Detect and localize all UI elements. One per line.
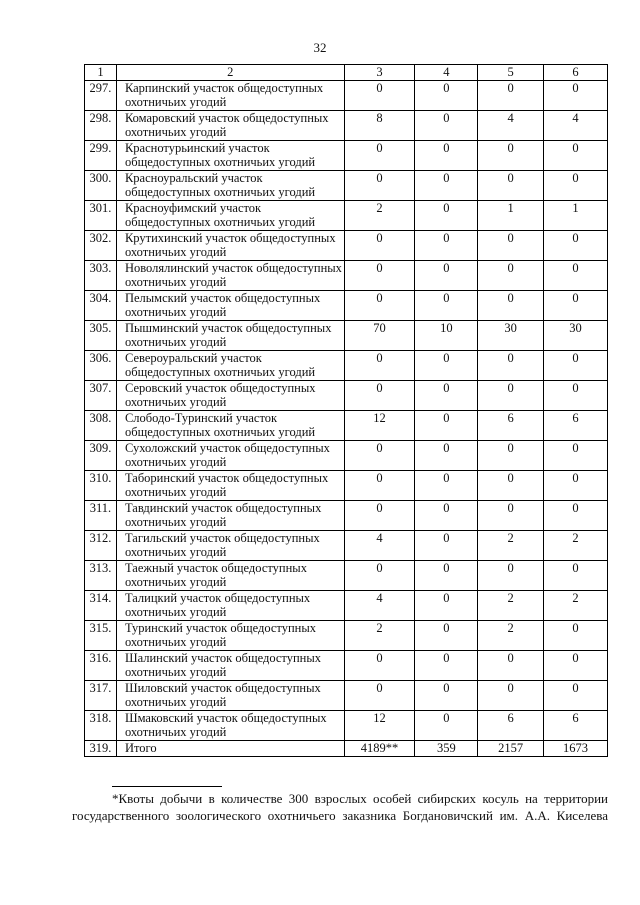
- row-number: 301.: [85, 201, 117, 231]
- footnote-rule: [112, 786, 222, 787]
- row-col-6: 0: [544, 501, 608, 531]
- table-row: [85, 681, 608, 711]
- row-col-6: 0: [544, 261, 608, 291]
- row-col-3: 8: [344, 111, 415, 141]
- row-col-3: 0: [344, 141, 415, 171]
- row-col-5: 0: [478, 381, 544, 411]
- row-number: 304.: [85, 291, 117, 321]
- row-col-4: 0: [415, 291, 478, 321]
- row-number: 307.: [85, 381, 117, 411]
- row-col-5: 0: [478, 81, 544, 111]
- row-col-4: 10: [415, 321, 478, 351]
- row-col-3: 0: [344, 291, 415, 321]
- row-number: 300.: [85, 171, 117, 201]
- row-col-4: 0: [415, 471, 478, 501]
- row-col-3: 0: [344, 261, 415, 291]
- row-col-5: 2: [478, 531, 544, 561]
- row-col-4: 0: [415, 261, 478, 291]
- table-row: [85, 531, 608, 561]
- total-label: Итого: [116, 741, 344, 757]
- row-number: 299.: [85, 141, 117, 171]
- total-row: [85, 741, 608, 757]
- table-row: [85, 591, 608, 621]
- row-col-3: 12: [344, 711, 415, 741]
- row-col-4: 0: [415, 441, 478, 471]
- row-number: 297.: [85, 81, 117, 111]
- row-name: Тавдинский участок общедоступных охотничьих угодий: [116, 501, 344, 531]
- row-col-6: 2: [544, 591, 608, 621]
- row-col-6: 0: [544, 441, 608, 471]
- row-col-3: 0: [344, 441, 415, 471]
- table-row: [85, 651, 608, 681]
- row-col-3: 0: [344, 231, 415, 261]
- header-cell-4: 4: [415, 65, 478, 81]
- row-col-6: 0: [544, 351, 608, 381]
- header-cell-2: 2: [116, 65, 344, 81]
- row-col-6: 0: [544, 141, 608, 171]
- row-col-5: 0: [478, 261, 544, 291]
- table-row: [85, 81, 608, 111]
- row-number: 312.: [85, 531, 117, 561]
- row-name: Слободо-Туринский участок общедоступных охотничьих угодий: [116, 411, 344, 441]
- row-number: 314.: [85, 591, 117, 621]
- table-row: [85, 381, 608, 411]
- row-name: Тагильский участок общедоступных охотничьих угодий: [116, 531, 344, 561]
- table-row: [85, 201, 608, 231]
- row-col-4: 0: [415, 621, 478, 651]
- table-row: [85, 351, 608, 381]
- table-header-row: [85, 65, 608, 81]
- row-col-3: 4: [344, 591, 415, 621]
- table-row: [85, 171, 608, 201]
- row-col-4: 0: [415, 531, 478, 561]
- total-col-5: 2157: [478, 741, 544, 757]
- row-col-3: 0: [344, 471, 415, 501]
- row-col-5: 1: [478, 201, 544, 231]
- row-col-6: 4: [544, 111, 608, 141]
- row-col-6: 30: [544, 321, 608, 351]
- table-row: [85, 231, 608, 261]
- row-col-5: 0: [478, 681, 544, 711]
- row-col-3: 2: [344, 201, 415, 231]
- row-name: Пелымский участок общедоступных охотничьих угодий: [116, 291, 344, 321]
- row-col-4: 0: [415, 201, 478, 231]
- row-col-5: 0: [478, 561, 544, 591]
- header-cell-6: 6: [544, 65, 608, 81]
- row-col-5: 6: [478, 711, 544, 741]
- total-col-3: 4189**: [344, 741, 415, 757]
- row-col-6: 2: [544, 531, 608, 561]
- row-col-6: 0: [544, 381, 608, 411]
- row-col-4: 0: [415, 651, 478, 681]
- header-cell-3: 3: [344, 65, 415, 81]
- row-col-6: 0: [544, 291, 608, 321]
- row-col-4: 0: [415, 591, 478, 621]
- row-col-6: 6: [544, 411, 608, 441]
- row-col-4: 0: [415, 231, 478, 261]
- row-col-3: 4: [344, 531, 415, 561]
- row-name: Красноуфимский участок общедоступных охотничьих угодий: [116, 201, 344, 231]
- row-col-5: 0: [478, 351, 544, 381]
- row-col-5: 2: [478, 591, 544, 621]
- table-row: [85, 561, 608, 591]
- row-col-4: 0: [415, 711, 478, 741]
- row-col-4: 0: [415, 561, 478, 591]
- row-col-5: 0: [478, 231, 544, 261]
- row-number: 302.: [85, 231, 117, 261]
- table-row: [85, 111, 608, 141]
- row-number: 309.: [85, 441, 117, 471]
- row-number: 306.: [85, 351, 117, 381]
- row-number: 305.: [85, 321, 117, 351]
- row-name: Новолялинский участок общедоступных охотничьих угодий: [116, 261, 344, 291]
- row-number: 298.: [85, 111, 117, 141]
- row-col-3: 12: [344, 411, 415, 441]
- row-col-3: 2: [344, 621, 415, 651]
- row-name: Красноуральский участок общедоступных охотничьих угодий: [116, 171, 344, 201]
- row-name: Крутихинский участок общедоступных охотничьих угодий: [116, 231, 344, 261]
- row-name: Талицкий участок общедоступных охотничьих угодий: [116, 591, 344, 621]
- row-col-4: 0: [415, 111, 478, 141]
- row-name: Таборинский участок общедоступных охотничьих угодий: [116, 471, 344, 501]
- total-col-4: 359: [415, 741, 478, 757]
- row-col-3: 0: [344, 351, 415, 381]
- row-col-6: 0: [544, 171, 608, 201]
- quota-table: [84, 64, 608, 757]
- row-col-6: 0: [544, 471, 608, 501]
- table-row: [85, 441, 608, 471]
- row-col-4: 0: [415, 501, 478, 531]
- row-number: 310.: [85, 471, 117, 501]
- row-col-4: 0: [415, 171, 478, 201]
- row-col-5: 6: [478, 411, 544, 441]
- row-col-5: 30: [478, 321, 544, 351]
- row-col-3: 0: [344, 81, 415, 111]
- row-number: 315.: [85, 621, 117, 651]
- row-col-5: 0: [478, 501, 544, 531]
- row-col-6: 0: [544, 561, 608, 591]
- row-col-5: 2: [478, 621, 544, 651]
- row-col-5: 4: [478, 111, 544, 141]
- row-col-6: 0: [544, 681, 608, 711]
- row-col-4: 0: [415, 681, 478, 711]
- total-number: 319.: [85, 741, 117, 757]
- row-number: 313.: [85, 561, 117, 591]
- header-cell-1: 1: [85, 65, 117, 81]
- table-row: [85, 411, 608, 441]
- header-cell-5: 5: [478, 65, 544, 81]
- footnote-text: *Квоты добычи в количестве 300 взрослых особей сибирских косуль на территории государственного зоологического охотничьего заказника Богдановичский им. А.А. Киселева: [72, 791, 608, 823]
- row-col-3: 0: [344, 561, 415, 591]
- row-name: Шмаковский участок общедоступных охотничьих угодий: [116, 711, 344, 741]
- total-col-6: 1673: [544, 741, 608, 757]
- row-col-6: 0: [544, 651, 608, 681]
- table-row: [85, 291, 608, 321]
- row-col-3: 0: [344, 171, 415, 201]
- table-row: [85, 321, 608, 351]
- row-number: 308.: [85, 411, 117, 441]
- page-number: 32: [313, 40, 327, 55]
- row-col-3: 0: [344, 381, 415, 411]
- row-col-4: 0: [415, 81, 478, 111]
- row-name: Туринский участок общедоступных охотничьих угодий: [116, 621, 344, 651]
- row-col-5: 0: [478, 651, 544, 681]
- row-number: 317.: [85, 681, 117, 711]
- row-name: Североуральский участок общедоступных охотничьих угодий: [116, 351, 344, 381]
- row-col-6: 0: [544, 81, 608, 111]
- row-number: 311.: [85, 501, 117, 531]
- row-col-4: 0: [415, 141, 478, 171]
- row-col-3: 0: [344, 651, 415, 681]
- row-col-6: 0: [544, 231, 608, 261]
- row-col-6: 1: [544, 201, 608, 231]
- table-row: [85, 141, 608, 171]
- row-name: Таежный участок общедоступных охотничьих угодий: [116, 561, 344, 591]
- row-col-3: 0: [344, 501, 415, 531]
- row-col-5: 0: [478, 471, 544, 501]
- row-col-4: 0: [415, 351, 478, 381]
- row-col-5: 0: [478, 291, 544, 321]
- row-col-5: 0: [478, 141, 544, 171]
- row-name: Карпинский участок общедоступных охотничьих угодий: [116, 81, 344, 111]
- row-col-4: 0: [415, 381, 478, 411]
- row-col-3: 0: [344, 681, 415, 711]
- row-name: Сухоложский участок общедоступных охотничьих угодий: [116, 441, 344, 471]
- row-name: Комаровский участок общедоступных охотничьих угодий: [116, 111, 344, 141]
- table-row: [85, 261, 608, 291]
- row-number: 318.: [85, 711, 117, 741]
- row-col-5: 0: [478, 171, 544, 201]
- row-number: 316.: [85, 651, 117, 681]
- row-col-4: 0: [415, 411, 478, 441]
- table-row: [85, 711, 608, 741]
- row-name: Серовский участок общедоступных охотничьих угодий: [116, 381, 344, 411]
- table-row: [85, 501, 608, 531]
- table-row: [85, 471, 608, 501]
- table-row: [85, 621, 608, 651]
- row-col-3: 70: [344, 321, 415, 351]
- row-name: Краснотурьинский участок общедоступных охотничьих угодий: [116, 141, 344, 171]
- row-col-6: 0: [544, 621, 608, 651]
- row-col-6: 6: [544, 711, 608, 741]
- row-name: Шиловский участок общедоступных охотничьих угодий: [116, 681, 344, 711]
- row-number: 303.: [85, 261, 117, 291]
- row-col-5: 0: [478, 441, 544, 471]
- row-name: Шалинский участок общедоступных охотничьих угодий: [116, 651, 344, 681]
- row-name: Пышминский участок общедоступных охотничьих угодий: [116, 321, 344, 351]
